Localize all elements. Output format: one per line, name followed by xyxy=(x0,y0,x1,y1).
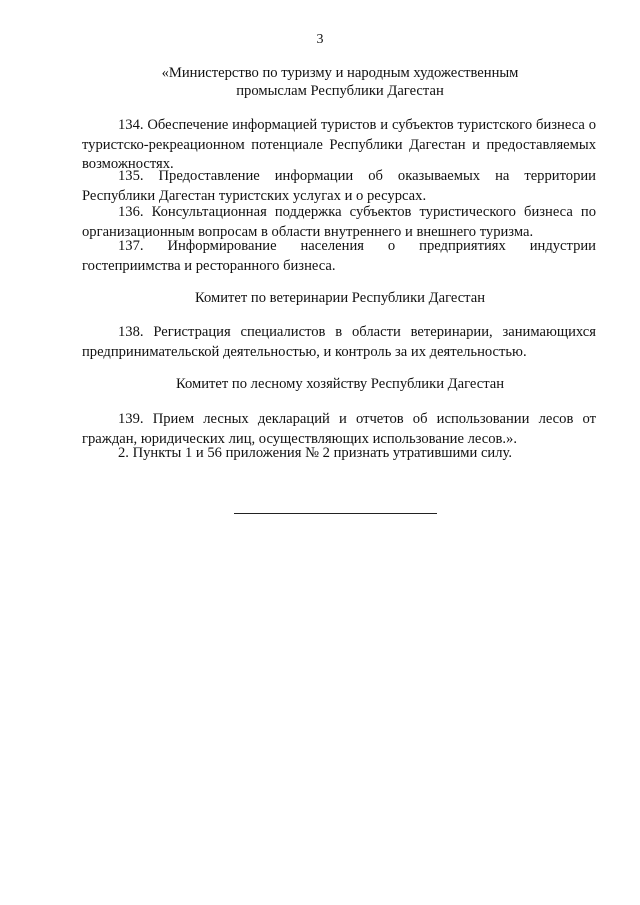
list-item-134: 134. Обеспечение информацией туристов и субъектов туристского бизнеса о туристско-рекреационном потенциале Республики Дагестан и предоставляемых возможностях. xyxy=(82,117,596,172)
list-item-139: 139. Прием лесных деклараций и отчетов об использовании лесов от граждан, юридических лиц, осуществляющих использование лесов.». xyxy=(82,411,596,447)
page-number: 3 xyxy=(316,32,324,47)
list-item-137: 137. Информирование населения о предприятиях индустрии гостеприимства и ресторанного бизнеса. xyxy=(82,238,596,274)
section-heading-line: «Министерство по туризму и народным художественным xyxy=(161,65,519,81)
section-heading-tourism xyxy=(150,64,530,100)
list-item-135: 135. Предоставление информации об оказываемых на территории Республики Дагестан туристских услугах и о ресурсах. xyxy=(82,168,596,204)
end-divider-line xyxy=(234,513,437,514)
list-item-136: 136. Консультационная поддержка субъектов туристического бизнеса по организационным вопросам в области внутреннего и внешнего туризма. xyxy=(82,204,596,240)
section-heading-forestry: Комитет по лесному хозяйству Республики Дагестан xyxy=(175,376,505,392)
section-heading-line: промыслам Республики Дагестан xyxy=(236,83,444,99)
closing-item: 2. Пункты 1 и 56 приложения № 2 признать утратившими силу. xyxy=(118,445,513,461)
list-item-138: 138. Регистрация специалистов в области ветеринарии, занимающихся предпринимательской деятельностью, и контроль за их деятельностью. xyxy=(82,324,596,360)
section-heading-veterinary: Комитет по ветеринарии Республики Дагестан xyxy=(194,290,486,306)
